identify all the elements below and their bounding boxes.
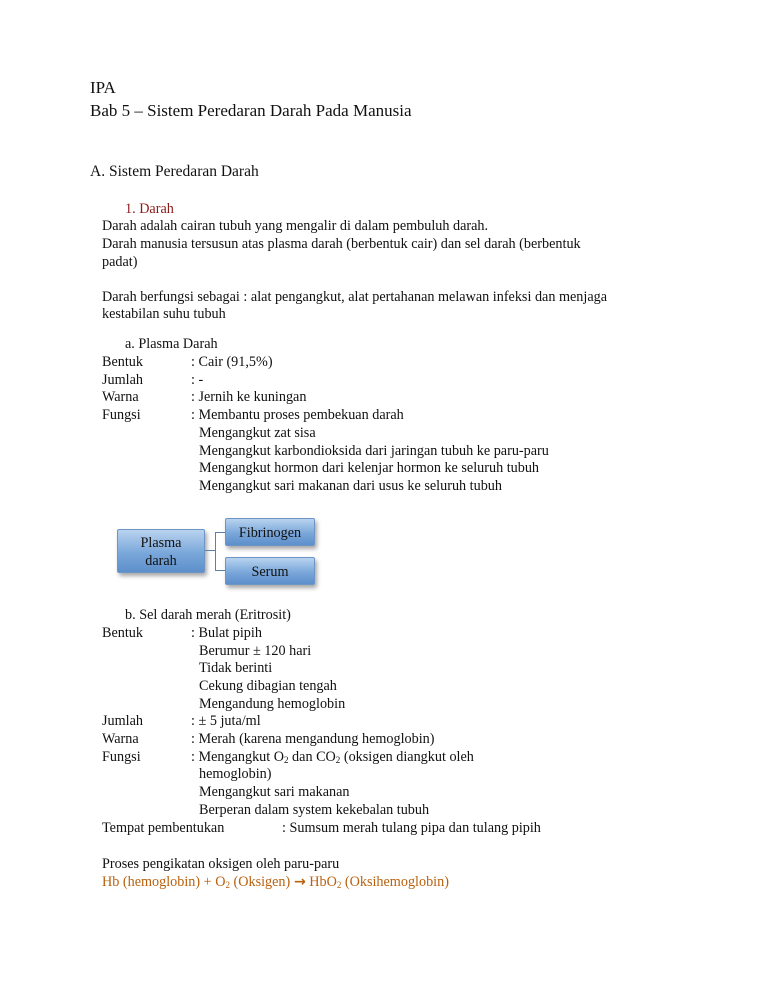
eritrosit-fungsi-item: hemoglobin) <box>199 766 272 782</box>
diagram-connector <box>205 550 215 551</box>
arrow-right-icon: → <box>293 874 306 890</box>
plasma-heading: a. Plasma Darah <box>125 336 218 352</box>
eritrosit-bentuk-item: Berumur ± 120 hari <box>199 643 312 659</box>
darah-heading: 1. Darah <box>125 201 174 217</box>
plasma-warna-value: : Jernih ke kuningan <box>191 389 307 405</box>
darah-paragraph-2-line-2: padat) <box>102 254 138 270</box>
plasma-fungsi-item: Mengangkut zat sisa <box>199 425 316 441</box>
plasma-fungsi-value: : Membantu proses pembekuan darah <box>191 407 404 423</box>
eritrosit-fungsi-value: : Mengangkut $O_2$ dan $CO_2$ (oksigen diangkut oleh <box>191 749 474 765</box>
plasma-fungsi-item: Mengangkut hormon dari kelenjar hormon ke seluruh tubuh <box>199 460 540 476</box>
eritrosit-bentuk-value: : Bulat pipih <box>191 625 262 641</box>
reaction-equation: Hb (hemoglobin) + $O_2$ (Oksigen) → HbO$_2$ (Oksihemoglobin) <box>102 874 449 890</box>
plasma-warna-label: Warna <box>102 389 139 405</box>
diagram-connector <box>215 532 225 533</box>
diagram-node-fibrinogen: Fibrinogen <box>225 518 315 546</box>
eritrosit-bentuk-label: Bentuk <box>102 625 143 641</box>
eritrosit-bentuk-item: Tidak berinti <box>199 660 273 676</box>
diagram-connector <box>215 532 216 570</box>
eritrosit-fungsi-item: Mengangkut sari makanan <box>199 784 350 800</box>
plasma-jumlah-value: : - <box>191 372 204 388</box>
diagram-connector <box>215 570 225 571</box>
eritrosit-tempat-value: : Sumsum merah tulang pipa dan tulang pipih <box>282 820 541 836</box>
darah-paragraph-2-line-1: Darah manusia tersusun atas plasma darah (berbentuk cair) dan sel darah (berbentuk <box>102 236 581 252</box>
eritrosit-jumlah-value: : ± 5 juta/ml <box>191 713 261 729</box>
plasma-fungsi-label: Fungsi <box>102 407 141 423</box>
eritrosit-tempat-label: Tempat pembentukan <box>102 820 225 836</box>
plasma-fungsi-item: Mengangkut sari makanan dari usus ke seluruh tubuh <box>199 478 502 494</box>
subject-title: IPA <box>90 78 116 97</box>
darah-paragraph-3-line-1: Darah berfungsi sebagai : alat pengangkut, alat pertahanan melawan infeksi dan menjaga <box>102 289 608 305</box>
eritrosit-warna-label: Warna <box>102 731 139 747</box>
diagram-node-serum: Serum <box>225 557 315 585</box>
darah-paragraph-1: Darah adalah cairan tubuh yang mengalir di dalam pembuluh darah. <box>102 218 489 234</box>
plasma-bentuk-label: Bentuk <box>102 354 143 370</box>
eritrosit-heading: b. Sel darah merah (Eritrosit) <box>125 607 291 623</box>
eritrosit-bentuk-item: Mengandung hemoglobin <box>199 696 346 712</box>
plasma-fungsi-item: Mengangkut karbondioksida dari jaringan tubuh ke paru-paru <box>199 443 549 459</box>
eritrosit-fungsi-label: Fungsi <box>102 749 141 765</box>
diagram-root-label-line-2: darah <box>145 553 177 569</box>
eritrosit-bentuk-item: Cekung dibagian tengah <box>199 678 337 694</box>
chapter-title: Bab 5 – Sistem Peredaran Darah Pada Manusia <box>90 101 412 120</box>
eritrosit-fungsi-item: Berperan dalam system kekebalan tubuh <box>199 802 430 818</box>
section-a-title: A. Sistem Peredaran Darah <box>90 163 259 180</box>
diagram-root-node <box>117 529 205 573</box>
darah-paragraph-3-line-2: kestabilan suhu tubuh <box>102 306 226 322</box>
plasma-bentuk-value: : Cair (91,5%) <box>191 354 273 370</box>
eritrosit-jumlah-label: Jumlah <box>102 713 143 729</box>
proses-title: Proses pengikatan oksigen oleh paru-paru <box>102 856 340 872</box>
plasma-jumlah-label: Jumlah <box>102 372 143 388</box>
diagram-root-label-line-1: Plasma <box>140 535 182 551</box>
eritrosit-warna-value: : Merah (karena mengandung hemoglobin) <box>191 731 435 747</box>
